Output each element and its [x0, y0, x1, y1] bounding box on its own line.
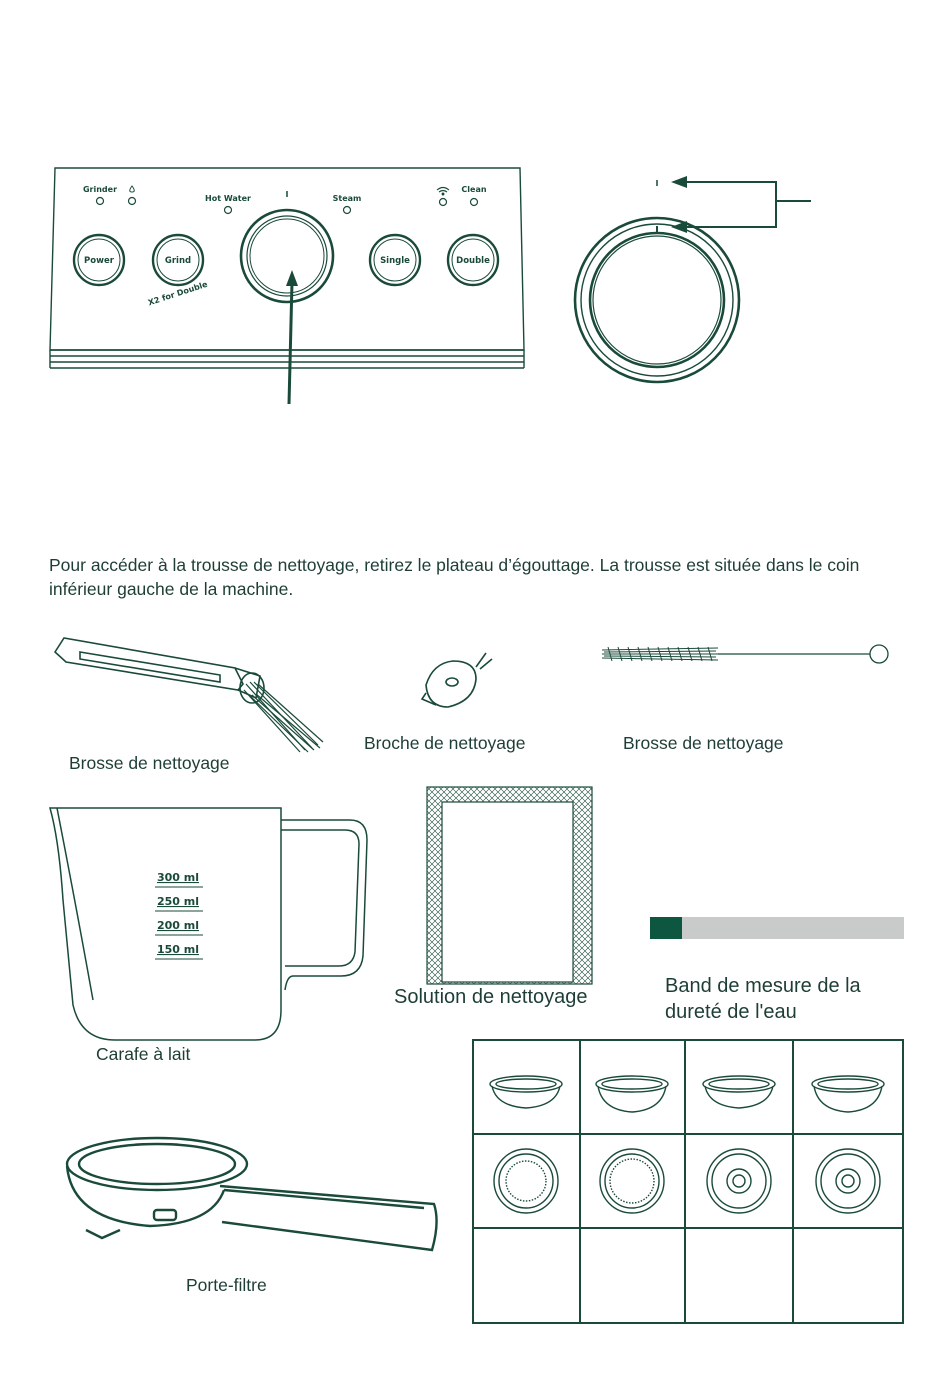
- filter-basket-side-1: [490, 1076, 562, 1108]
- steam-indicator-label: Steam: [332, 194, 362, 203]
- milk-jug-mark-250: 250 ml: [156, 895, 200, 908]
- water-hardness-label-line2: dureté de l'eau: [665, 1001, 797, 1023]
- dial-mark: I: [285, 190, 289, 199]
- milk-jug-illustration: [45, 800, 380, 1045]
- water-hardness-label-line1: Band de mesure de la: [665, 975, 861, 997]
- milk-jug-mark-150: 150 ml: [156, 943, 200, 956]
- water-hardness-label: [665, 973, 861, 1025]
- brew-dial[interactable]: [241, 210, 333, 302]
- pipe-brush-label: Brosse de nettoyage: [623, 733, 784, 753]
- filter-basket-side-2: [596, 1076, 668, 1112]
- control-panel-illustration: [0, 0, 950, 420]
- pipe-brush-illustration: [598, 638, 898, 672]
- grind-button-label: Grind: [164, 256, 192, 266]
- hot-water-led: [225, 207, 232, 214]
- filter-baskets-grid: [472, 1038, 904, 1326]
- filter-basket-side-4: [812, 1076, 884, 1112]
- portafilter-illustration: [62, 1130, 442, 1260]
- clean-indicator-label: Clean: [461, 185, 487, 194]
- filter-basket-top-2: [600, 1149, 664, 1213]
- dial-detail: [575, 218, 739, 382]
- intro-paragraph: Pour accéder à la trousse de nettoyage, retirez le plateau d’égouttage. La trousse est située dans le coin inférieur gauche de la machine.: [49, 555, 860, 599]
- water-hardness-strip-pad: [650, 917, 682, 939]
- steam-led: [344, 207, 351, 214]
- milk-jug-label: Carafe à lait: [96, 1044, 191, 1064]
- filter-basket-top-3: [707, 1149, 771, 1213]
- cleaning-brush-illustration: [50, 632, 340, 762]
- power-button-label: Power: [84, 256, 114, 266]
- grinder-indicator-label: Grinder: [82, 185, 118, 194]
- milk-jug-mark-300: 300 ml: [156, 871, 200, 884]
- clean-led: [471, 199, 478, 206]
- cleaning-pin-label: Broche de nettoyage: [364, 733, 526, 753]
- cleaning-brush-label: Brosse de nettoyage: [69, 753, 230, 773]
- wifi-led: [440, 199, 447, 206]
- dial-detail-mark: I: [655, 179, 659, 188]
- cleaning-pin-icon: [418, 645, 508, 715]
- single-button-label: Single: [380, 256, 410, 266]
- filter-basket-side-3: [703, 1076, 775, 1108]
- wifi-icon: [437, 188, 449, 195]
- water-led: [129, 198, 136, 205]
- grind-note: X2 for Double: [146, 279, 209, 308]
- water-hardness-strip: [650, 917, 904, 939]
- dial-pointer-arrow: [286, 270, 298, 404]
- filter-basket-top-4: [816, 1149, 880, 1213]
- double-button-label: Double: [456, 256, 490, 266]
- grinder-led: [97, 198, 104, 205]
- filter-basket-top-1: [494, 1149, 558, 1213]
- portafilter-label: Porte-filtre: [186, 1275, 267, 1295]
- cleaning-solution-label: Solution de nettoyage: [394, 986, 588, 1008]
- milk-jug-mark-200: 200 ml: [156, 919, 200, 932]
- cleaning-solution-sachet: [426, 786, 594, 986]
- water-drop-icon: [130, 186, 135, 192]
- hot-water-indicator-label: Hot Water: [205, 194, 251, 203]
